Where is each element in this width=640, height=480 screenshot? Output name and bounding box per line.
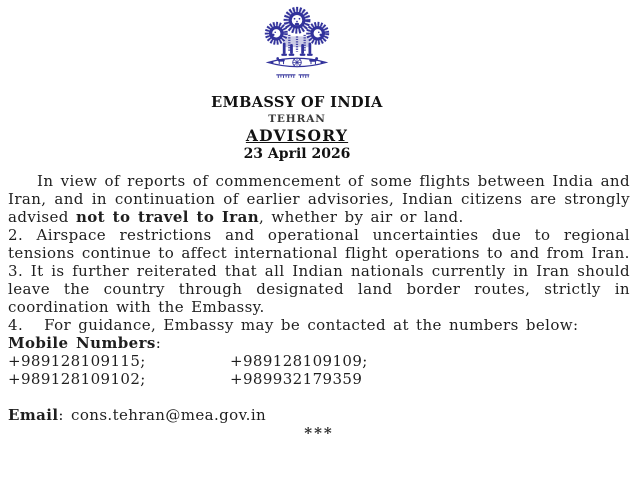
emblem-motto (276, 74, 309, 78)
mobile-numbers-label: Mobile Numbers (8, 334, 156, 352)
mobile-numbers-heading (8, 334, 630, 352)
phone-number: +989128109115; (8, 352, 146, 370)
document-body (8, 172, 630, 442)
paragraph-4 (8, 316, 630, 334)
paragraph-1-emphasis: not to travel to Iran (75, 208, 260, 226)
doc-type-title: ADVISORY (245, 126, 349, 145)
phone-number: +989128109109; (230, 352, 368, 370)
paragraph-3: 3. It is further reiterated that all Indian nationals currently in Iran should leave the country through designated land border routes, strictly in coordination with the Embassy. (8, 262, 630, 316)
dharma-chakra-icon (293, 58, 302, 67)
doc-date: 23 April 2026 (243, 146, 351, 162)
phone-number: +989932179359 (230, 370, 363, 388)
paragraph-1-pre: In view of reports of commencement of some flights between India and Iran, and in continuation of earlier advisories, Indian citizens are strongly advised (8, 172, 630, 226)
email-label: Email (8, 406, 59, 424)
phone-row (8, 370, 630, 388)
email-value: cons.tehran@mea.gov.in (71, 406, 267, 424)
paragraph-1 (8, 172, 630, 226)
city-line: TEHRAN (268, 113, 326, 125)
emblem-container (0, 4, 594, 81)
phone-number: +989128109102; (8, 370, 146, 388)
india-emblem-icon (251, 4, 343, 81)
paragraph-4-text: For guidance, Embassy may be contacted at the numbers below: (44, 316, 579, 334)
end-marks: *** (304, 424, 334, 442)
document-header (0, 0, 640, 162)
phone-row (8, 352, 630, 370)
email-row (8, 406, 630, 424)
paragraph-4-number: 4. (8, 316, 24, 334)
paragraph-1-post: , whether by air or land. (259, 208, 464, 226)
mobile-numbers-colon: : (155, 334, 162, 352)
paragraph-2: 2. Airspace restrictions and operational uncertainties due to regional tensions continue to affect international flight operations to and from Iran. (8, 226, 630, 262)
org-title: EMBASSY OF INDIA (211, 94, 383, 111)
email-separator: : (58, 406, 72, 424)
